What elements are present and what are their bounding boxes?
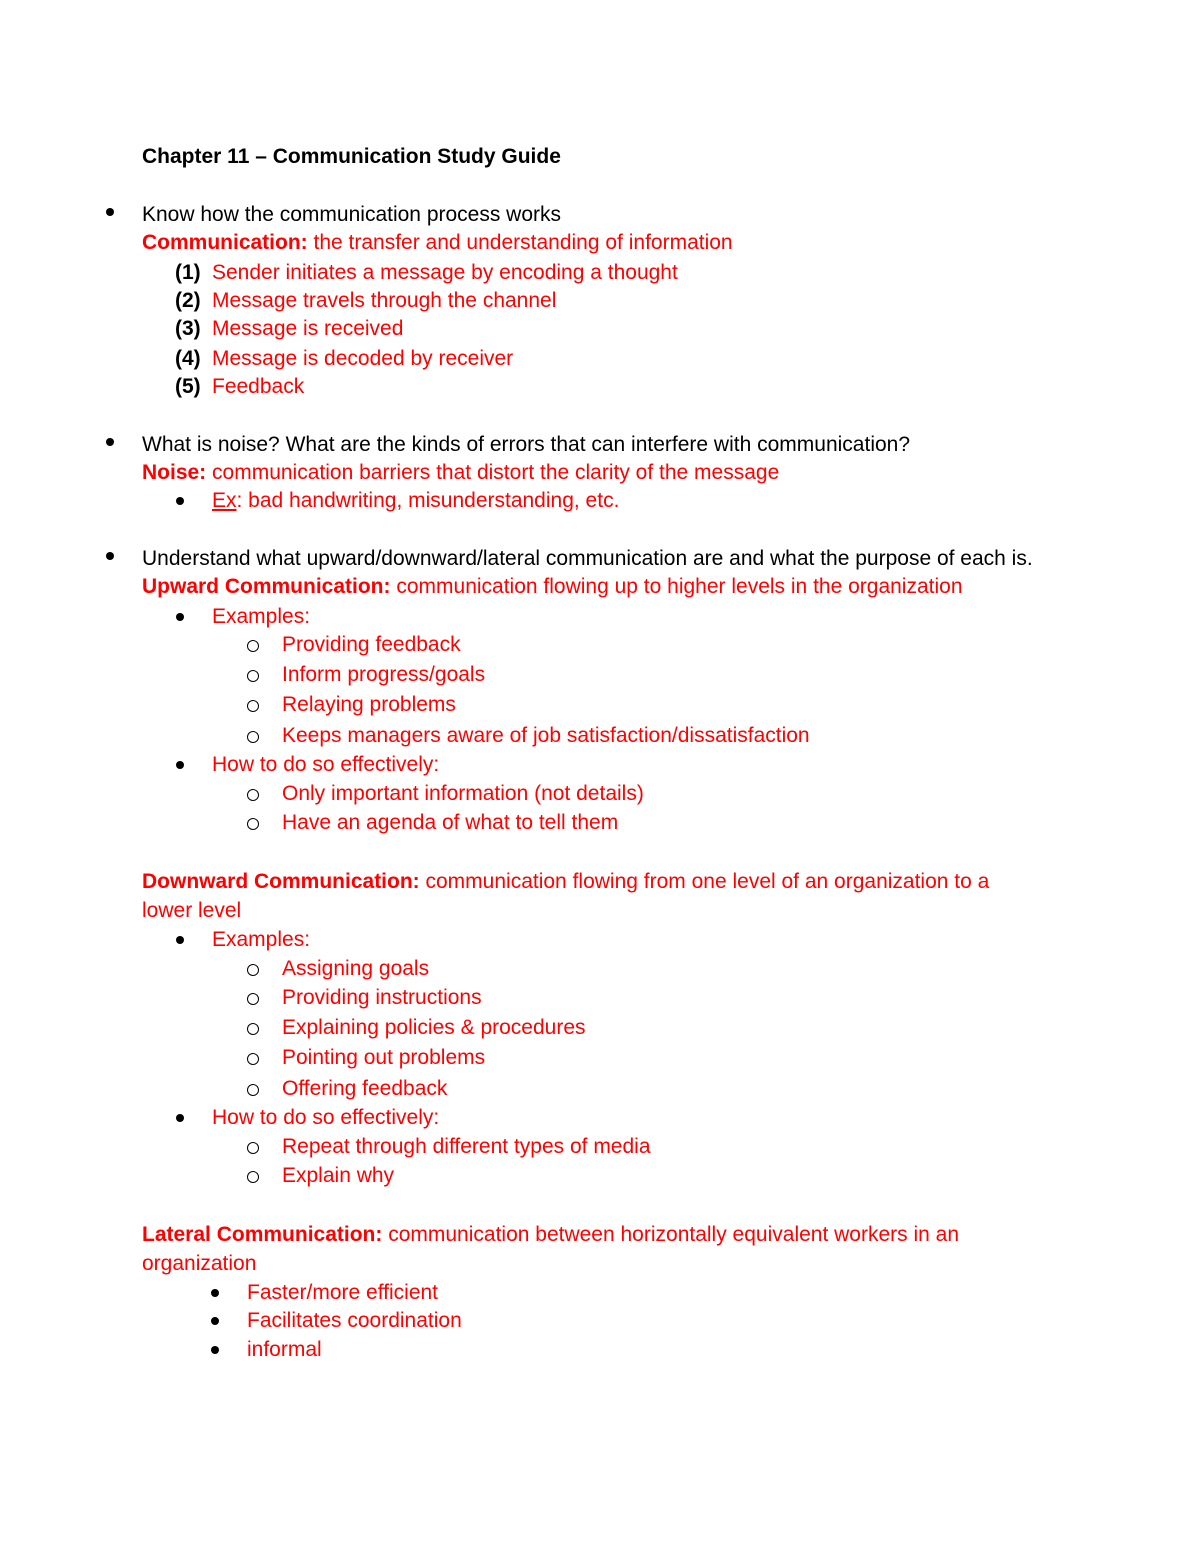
downward-examples-label: Examples: xyxy=(0,925,1200,954)
term-downward: Downward Communication: xyxy=(142,870,420,893)
list-item: Assigning goals xyxy=(0,954,1200,983)
circle-bullet-icon xyxy=(247,700,259,712)
term-communication: Communication: xyxy=(142,231,308,254)
bullet-icon xyxy=(176,936,184,944)
step-item: (4) Message is decoded by receiver xyxy=(175,347,514,370)
bullet-icon xyxy=(106,552,114,560)
circle-bullet-icon xyxy=(247,1171,259,1183)
step-item: (1) Sender initiates a message by encoding a thought xyxy=(175,261,678,284)
bullet-icon xyxy=(106,438,114,446)
page-title: Chapter 11 – Communication Study Guide xyxy=(142,145,561,168)
bullet-icon xyxy=(211,1289,219,1297)
list-item: Keeps managers aware of job satisfaction/dissatisfaction xyxy=(0,721,1200,750)
step-item: (5) Feedback xyxy=(175,375,305,398)
definition-lateral: Lateral Communication: communication between horizontally equivalent workers in an xyxy=(142,1223,960,1246)
list-item: Explaining policies & procedures xyxy=(0,1013,1200,1042)
upward-examples-label: Examples: xyxy=(0,602,1200,631)
list-item: Providing instructions xyxy=(0,983,1200,1012)
circle-bullet-icon xyxy=(247,964,259,976)
circle-bullet-icon xyxy=(247,1084,259,1096)
step-item: (2) Message travels through the channel xyxy=(175,289,557,312)
list-item: Only important information (not details) xyxy=(0,779,1200,808)
circle-bullet-icon xyxy=(247,640,259,652)
definition-upward: Upward Communication: communication flowing up to higher levels in the organization xyxy=(142,575,963,598)
circle-bullet-icon xyxy=(247,789,259,801)
term-lateral: Lateral Communication: xyxy=(142,1223,383,1246)
bullet-icon xyxy=(211,1346,219,1354)
bullet-icon xyxy=(176,613,184,621)
circle-bullet-icon xyxy=(247,670,259,682)
bullet-icon xyxy=(106,208,114,216)
definition-downward-cont: lower level xyxy=(142,899,242,922)
list-item: informal xyxy=(0,1335,1200,1364)
definition-downward: Downward Communication: communication flowing from one level of an organization to a xyxy=(142,870,990,893)
circle-bullet-icon xyxy=(247,818,259,830)
downward-how-label: How to do so effectively: xyxy=(0,1103,1200,1132)
question-noise: What is noise? What are the kinds of errors that can interfere with communication? xyxy=(0,430,1200,459)
bullet-icon xyxy=(176,1114,184,1122)
list-item: Repeat through different types of media xyxy=(0,1132,1200,1161)
definition-communication: Communication: the transfer and understanding of information xyxy=(142,231,733,254)
term-noise: Noise: xyxy=(142,461,207,484)
list-item: Inform progress/goals xyxy=(0,660,1200,689)
circle-bullet-icon xyxy=(247,1053,259,1065)
question-directions: Understand what upward/downward/lateral communication are and what the purpose of each is. xyxy=(0,544,1200,573)
circle-bullet-icon xyxy=(247,1142,259,1154)
bullet-icon xyxy=(176,761,184,769)
circle-bullet-icon xyxy=(247,1023,259,1035)
definition-noise: Noise: communication barriers that distort the clarity of the message xyxy=(142,461,780,484)
list-item: Relaying problems xyxy=(0,690,1200,719)
term-upward: Upward Communication: xyxy=(142,575,391,598)
question-communication-process: Know how the communication process works xyxy=(0,200,1200,229)
list-item: Have an agenda of what to tell them xyxy=(0,808,1200,837)
list-item: Pointing out problems xyxy=(0,1043,1200,1072)
list-item: Providing feedback xyxy=(0,630,1200,659)
step-item: (3) Message is received xyxy=(175,317,404,340)
list-item: Facilitates coordination xyxy=(0,1306,1200,1335)
bullet-icon xyxy=(176,497,184,505)
definition-lateral-cont: organization xyxy=(142,1252,257,1275)
bullet-icon xyxy=(211,1317,219,1325)
list-item: Faster/more efficient xyxy=(0,1278,1200,1307)
circle-bullet-icon xyxy=(247,731,259,743)
upward-how-label: How to do so effectively: xyxy=(0,750,1200,779)
noise-example: Ex: bad handwriting, misunderstanding, etc. xyxy=(0,486,1200,515)
list-item: Offering feedback xyxy=(0,1074,1200,1103)
list-item: Explain why xyxy=(0,1161,1200,1190)
circle-bullet-icon xyxy=(247,993,259,1005)
